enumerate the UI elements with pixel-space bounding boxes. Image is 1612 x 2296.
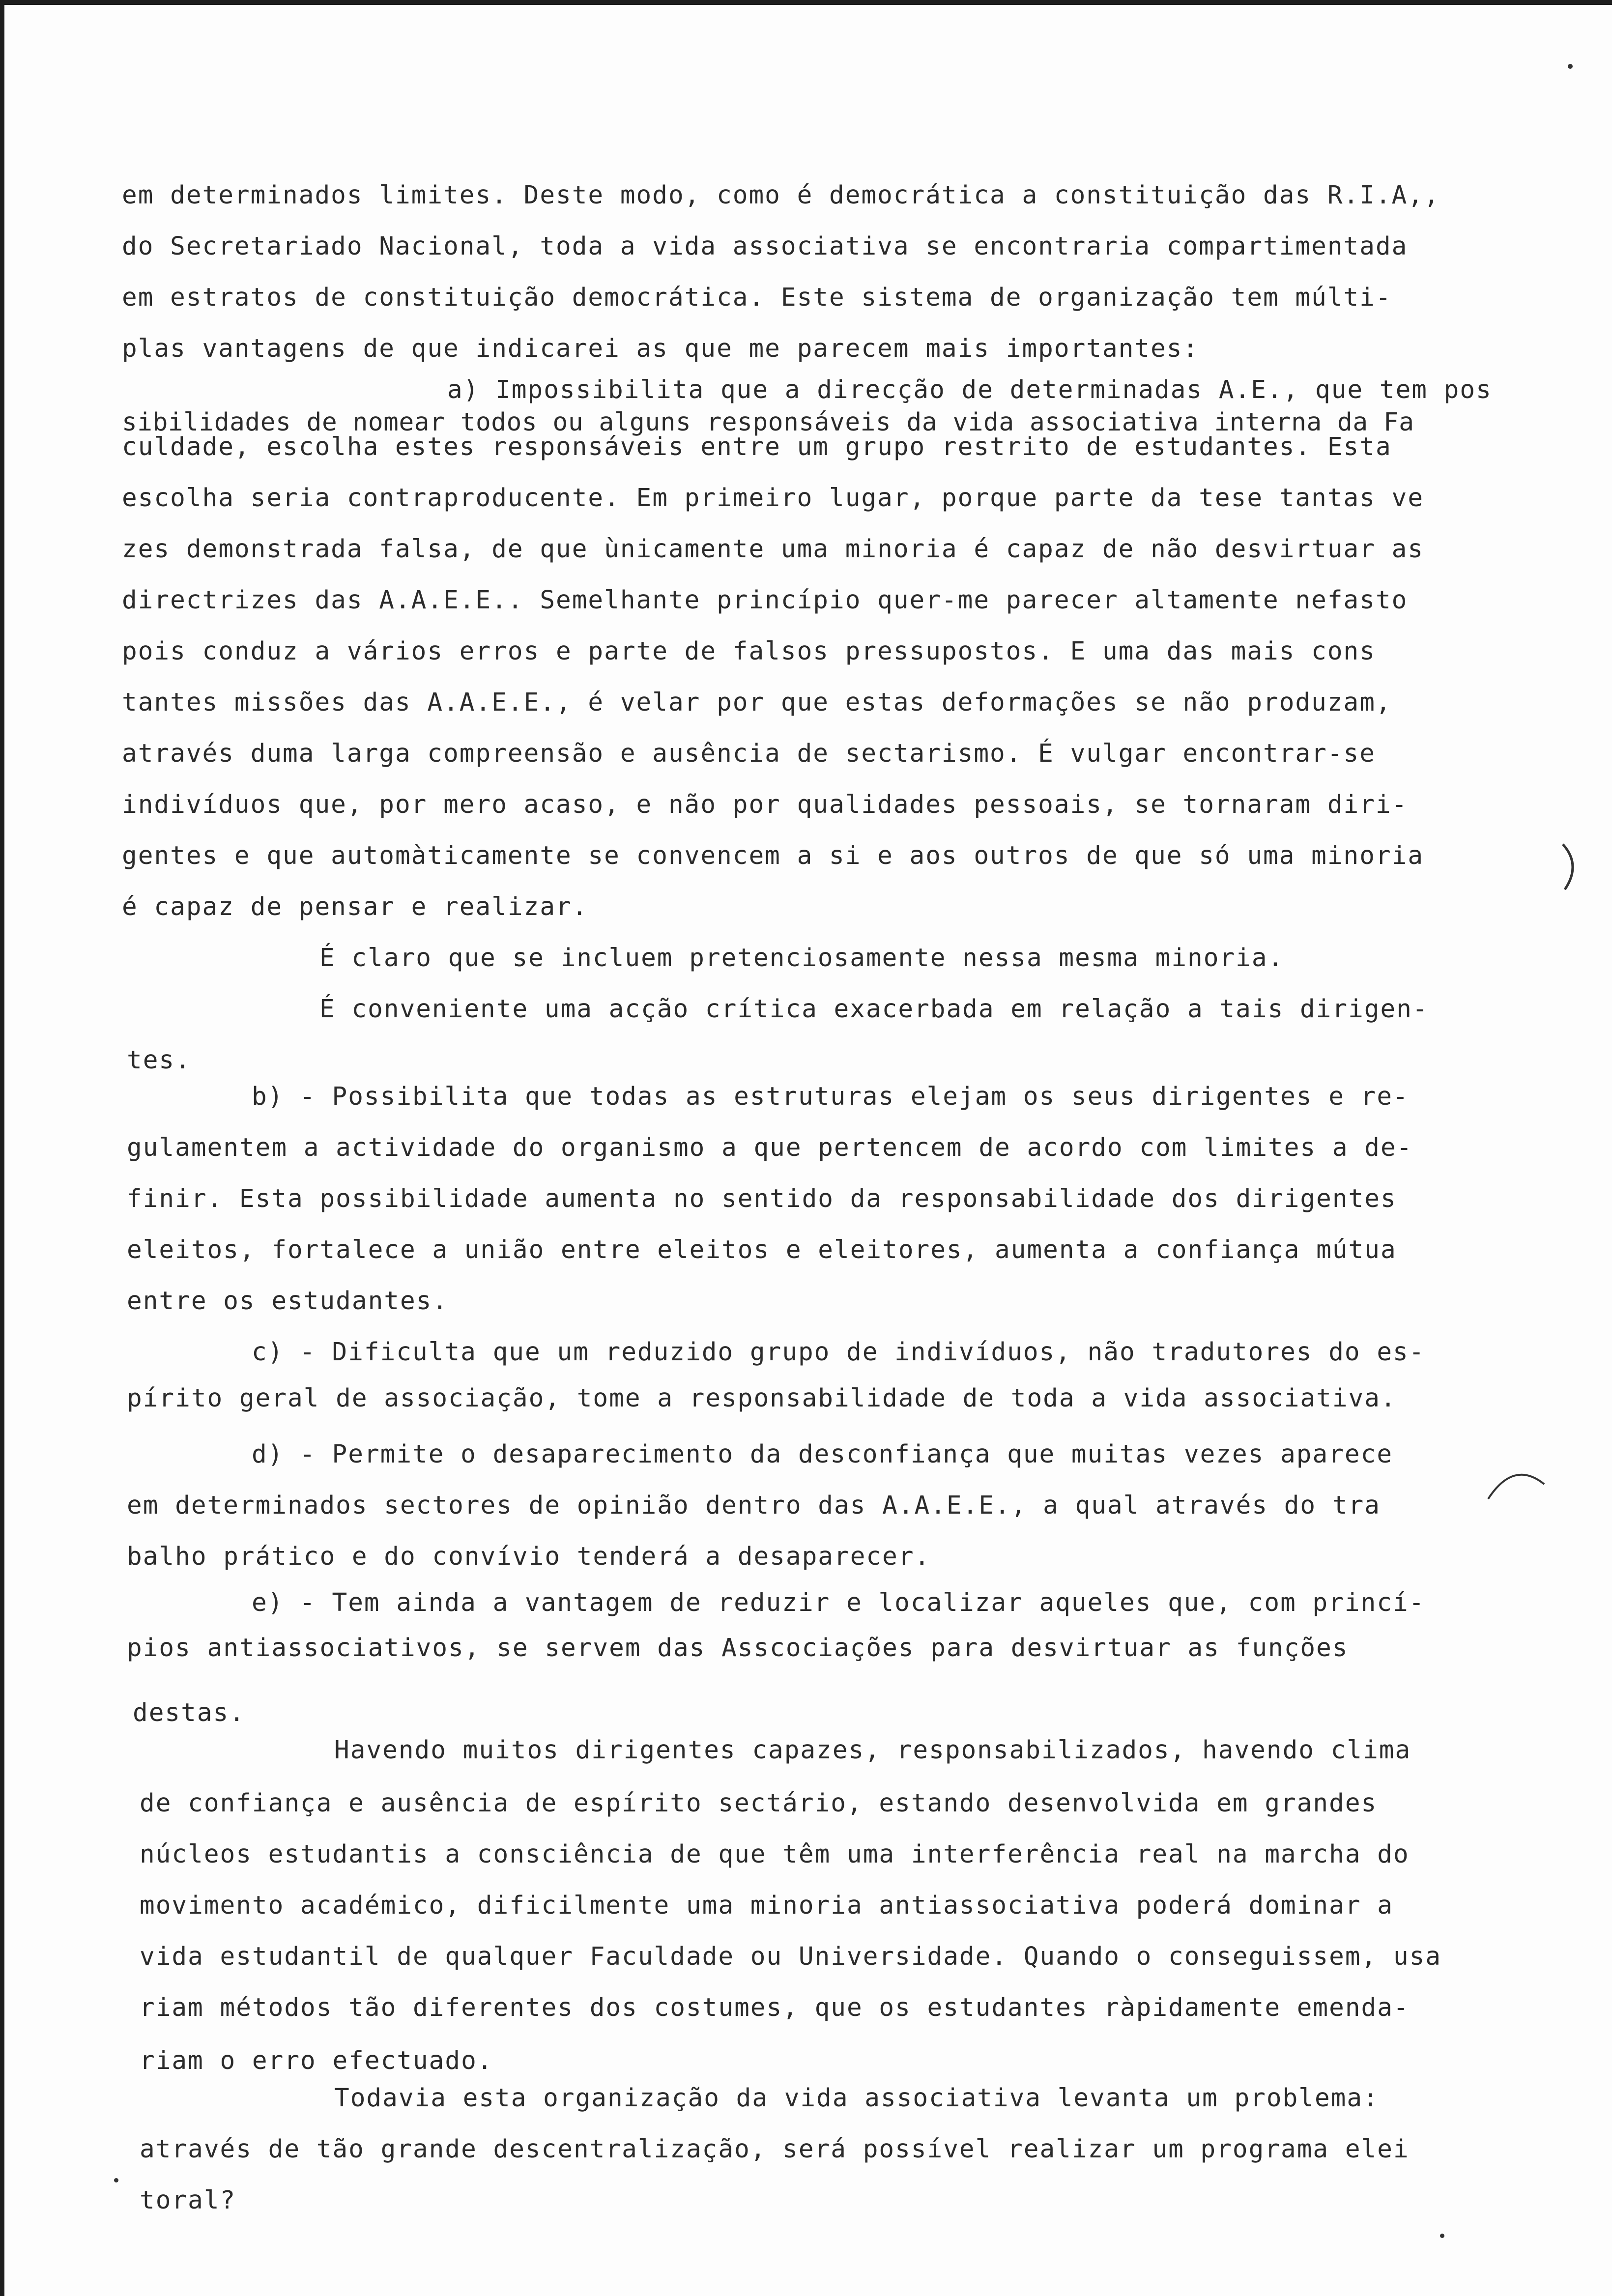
text-line: É claro que se incluem pretenciosamente nessa mesma minoria. xyxy=(319,944,1284,973)
text-line: escolha seria contraproducente. Em primeiro lugar, porque parte da tese tantas ve xyxy=(122,484,1424,513)
text-line: b) - Possibilita que todas as estruturas elejam os seus dirigentes e re- xyxy=(252,1082,1409,1111)
text-line: através de tão grande descentralização, será possível realizar um programa elei xyxy=(140,2135,1410,2164)
text-line: riam o erro efectuado. xyxy=(140,2046,493,2075)
text-line: sibilidades de nomear todos ou alguns responsáveis da vida associativa interna da Fa xyxy=(122,408,1414,437)
text-line: é capaz de pensar e realizar. xyxy=(122,892,588,921)
text-line: culdade, escolha estes responsáveis entre um grupo restrito de estudantes. Esta xyxy=(122,432,1392,461)
text-line: núcleos estudantis a consciência de que têm uma interferência real na marcha do xyxy=(140,1840,1410,1869)
text-line: destas. xyxy=(133,1698,245,1727)
text-line: pois conduz a vários erros e parte de falsos pressupostos. E uma das mais cons xyxy=(122,637,1376,666)
text-line: zes demonstrada falsa, de que ùnicamente uma minoria é capaz de não desvirtuar as xyxy=(122,535,1424,564)
text-line: eleitos, fortalece a união entre eleitos e eleitores, aumenta a confiança mútua xyxy=(127,1235,1397,1264)
text-line: d) - Permite o desaparecimento da desconfiança que muitas vezes aparece xyxy=(252,1440,1393,1469)
text-line: É conveniente uma acção crítica exacerbada em relação a tais dirigen- xyxy=(319,995,1429,1024)
text-line: balho prático e do convívio tenderá a desaparecer. xyxy=(127,1542,931,1571)
text-line: entre os estudantes. xyxy=(127,1287,449,1316)
speck-mark xyxy=(1568,64,1573,69)
text-line: a) Impossibilita que a direcção de determinadas A.E., que tem pos xyxy=(447,375,1492,404)
text-line: de confiança e ausência de espírito sectário, estando desenvolvida em grandes xyxy=(140,1789,1378,1818)
speck-mark xyxy=(1440,2234,1444,2238)
text-line: c) - Dificulta que um reduzido grupo de indivíduos, não tradutores do es- xyxy=(252,1338,1425,1367)
text-line: em estratos de constituição democrática. Este sistema de organização tem múlti- xyxy=(122,283,1392,312)
text-line: do Secretariado Nacional, toda a vida associativa se encontraria compartimentada xyxy=(122,232,1408,261)
text-line: vida estudantil de qualquer Faculdade ou Universidade. Quando o conseguissem, usa xyxy=(140,1942,1442,1971)
text-line: Havendo muitos dirigentes capazes, responsabilizados, havendo clima xyxy=(334,1736,1411,1765)
text-line: em determinados limites. Deste modo, como é democrática a constituição das R.I.A,, xyxy=(122,181,1440,210)
text-line: e) - Tem ainda a vantagem de reduzir e localizar aqueles que, com princí- xyxy=(252,1588,1425,1617)
text-line: tes. xyxy=(127,1046,191,1075)
text-line: pírito geral de associação, tome a responsabilidade de toda a vida associativa. xyxy=(127,1384,1397,1413)
text-line: gentes e que automàticamente se convencem a si e aos outros de que só uma minoria xyxy=(122,841,1424,870)
text-line: através duma larga compreensão e ausência de sectarismo. É vulgar encontrar-se xyxy=(122,739,1376,768)
text-line: em determinados sectores de opinião dentro das A.A.E.E., a qual através do tra xyxy=(127,1491,1381,1520)
text-line: plas vantagens de que indicarei as que me parecem mais importantes: xyxy=(122,334,1199,363)
text-line: toral? xyxy=(140,2186,236,2215)
text-line: finir. Esta possibilidade aumenta no sentido da responsabilidade dos dirigentes xyxy=(127,1184,1397,1213)
text-line: Todavia esta organização da vida associativa levanta um problema: xyxy=(334,2084,1379,2113)
text-line: tantes missões das A.A.E.E., é velar por que estas deformações se não produzam, xyxy=(122,688,1392,717)
handwritten-arc-mark xyxy=(1484,1464,1548,1504)
text-line: pios antiassociativos, se servem das Asscociações para desvirtuar as funções xyxy=(127,1634,1349,1663)
text-line: gulamentem a actividade do organismo a que pertencem de acordo com limites a de- xyxy=(127,1133,1413,1162)
text-line: directrizes das A.A.E.E.. Semelhante princípio quer-me parecer altamente nefasto xyxy=(122,586,1408,615)
text-line: riam métodos tão diferentes dos costumes, que os estudantes ràpidamente emenda- xyxy=(140,1993,1410,2022)
text-line: indivíduos que, por mero acaso, e não por qualidades pessoais, se tornaram diri- xyxy=(122,790,1408,819)
text-line: movimento académico, dificilmente uma minoria antiassociativa poderá dominar a xyxy=(140,1891,1393,1920)
speck-mark xyxy=(114,2178,118,2182)
handwritten-bracket-mark xyxy=(1558,840,1587,894)
